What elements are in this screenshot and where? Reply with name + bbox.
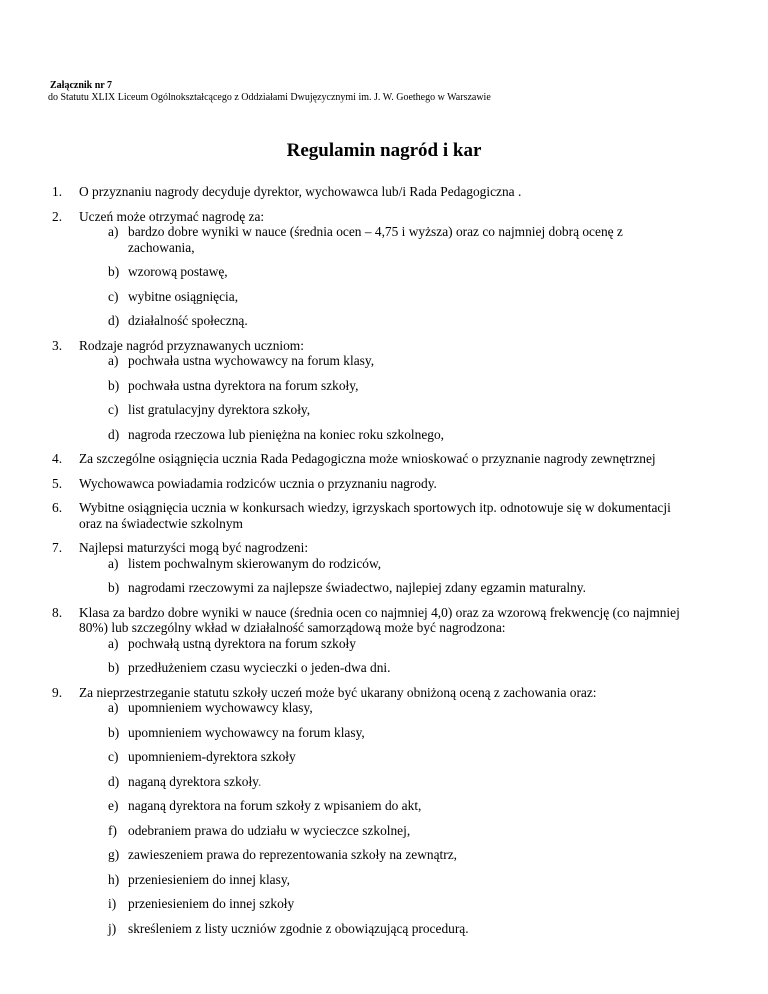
- sub-list-item: [79, 774, 692, 790]
- sub-item-letter: d): [108, 313, 120, 328]
- sub-list-item: [79, 313, 692, 329]
- document-header: [48, 80, 491, 104]
- sub-item-letter: c): [108, 749, 119, 764]
- sub-item-letter: b): [108, 724, 120, 740]
- list-item: [52, 451, 692, 467]
- regulation-list: [52, 184, 692, 945]
- sub-item-text: przedłużeniem czasu wycieczki o jeden-dwa dni.: [128, 660, 391, 675]
- item-text: Wybitne osiągnięcia ucznia w konkursach wiedzy, igrzyskach sportowych itp. odnotowuje się w dokumentacji oraz na świadectwie szkolnym: [79, 500, 671, 531]
- annex-label: Załącznik nr 7: [50, 80, 113, 91]
- sub-list: [79, 636, 692, 676]
- sub-item-text: listem pochwalnym skierowanym do rodziców,: [128, 555, 382, 571]
- sub-item-text: wzorową postawę,: [128, 264, 228, 279]
- sub-list-item: [79, 872, 692, 888]
- sub-item-letter: b): [108, 660, 120, 675]
- sub-item-letter: a): [108, 635, 119, 651]
- sub-list-item: [79, 224, 692, 255]
- sub-list-item: [79, 660, 692, 676]
- sub-list-item: [79, 378, 692, 394]
- sub-list-item: [79, 725, 692, 741]
- item-number: 5.: [52, 475, 63, 491]
- item-text: Uczeń może otrzymać nagrodę za:: [79, 208, 265, 224]
- sub-item-letter: j): [108, 920, 117, 936]
- list-item: [52, 338, 692, 443]
- sub-item-letter: d): [108, 773, 120, 789]
- item-number: 9.: [52, 684, 63, 700]
- sub-list-item: [79, 289, 692, 305]
- list-item: [52, 605, 692, 676]
- sub-item-letter: b): [108, 377, 120, 393]
- sub-item-text: list gratulacyjny dyrektora szkoły,: [128, 402, 311, 417]
- sub-item-text: upomnieniem-dyrektora szkoły: [128, 749, 296, 764]
- statute-reference: do Statutu XLIX Liceum Ogólnokształcącego z Oddziałami Dwujęzycznymi im. J. W. Goethego w Warszawie: [48, 92, 491, 103]
- sub-item-letter: a): [108, 700, 119, 715]
- sub-item-text: nagroda rzeczowa lub pieniężna na koniec roku szkolnego,: [128, 426, 445, 442]
- sub-item-letter: c): [108, 402, 119, 417]
- item-number: 8.: [52, 604, 63, 620]
- list-item: [52, 184, 692, 200]
- sub-list-item: [79, 823, 692, 839]
- sub-item-letter: d): [108, 426, 120, 442]
- sub-item-letter: a): [108, 224, 119, 239]
- sub-list: [79, 353, 692, 442]
- sub-item-text: upomnieniem wychowawcy klasy,: [128, 700, 313, 715]
- item-number: 2.: [52, 208, 63, 224]
- item-text: Najlepsi maturzyści mogą być nagrodzeni:: [79, 540, 309, 555]
- sub-item-letter: e): [108, 798, 119, 813]
- list-item: [52, 685, 692, 937]
- item-text: Wychowawca powiadamia rodziców ucznia o przyznaniu nagrody.: [79, 475, 437, 491]
- item-number: 6.: [52, 500, 63, 515]
- sub-item-text: upomnieniem wychowawcy na forum klasy,: [128, 724, 365, 740]
- document-title: Regulamin nagród i kar: [286, 140, 482, 161]
- sub-item-letter: b): [108, 580, 120, 595]
- list-item: [52, 500, 692, 531]
- sub-item-letter: b): [108, 264, 120, 279]
- item-text: Za nieprzestrzeganie statutu szkoły uczeń może być ukarany obniżoną oceną z zachowania oraz:: [79, 684, 597, 700]
- item-number: 4.: [52, 451, 63, 466]
- sub-item-text: bardzo dobre wyniki w nauce (średnia ocen – 4,75 i wyższa) oraz co najmniej dobrą ocenę z zachowania,: [128, 224, 623, 255]
- list-item: [52, 476, 692, 492]
- sub-item-letter: c): [108, 288, 119, 304]
- list-item: [52, 540, 692, 596]
- sub-item-text: pochwałą ustną dyrektora na forum szkoły: [128, 635, 356, 651]
- sub-list-item: [79, 580, 692, 596]
- sub-item-letter: f): [108, 822, 117, 838]
- sub-item-mark: .: [258, 773, 262, 789]
- sub-list-item: [79, 402, 692, 418]
- sub-list: [79, 556, 692, 596]
- sub-item-letter: g): [108, 847, 120, 862]
- item-number: 1.: [52, 184, 63, 199]
- sub-item-text: wybitne osiągnięcia,: [128, 288, 239, 304]
- sub-list-item: [79, 896, 692, 912]
- sub-list: [79, 700, 692, 936]
- sub-list-item: [79, 921, 692, 937]
- sub-item-text: przeniesieniem do innej klasy,: [128, 871, 291, 887]
- sub-list-item: [79, 700, 692, 716]
- item-number: 3.: [52, 337, 63, 353]
- sub-list-item: [79, 749, 692, 765]
- item-text: Klasa za bardzo dobre wyniki w nauce (średnia ocen co najmniej 4,0) oraz za wzorową frekwencję (co najmniej 80%) lub szczególny wkład w działalność samorządową może być nagrodzona:: [79, 604, 680, 635]
- sub-item-text: zawieszeniem prawa do reprezentowania szkoły na zewnątrz,: [128, 847, 458, 862]
- item-number: 7.: [52, 540, 63, 555]
- item-text: Rodzaje nagród przyznawanych uczniom:: [79, 337, 304, 353]
- sub-list-item: [79, 427, 692, 443]
- sub-list-item: [79, 636, 692, 652]
- sub-item-letter: a): [108, 555, 119, 571]
- sub-item-text: pochwała ustna wychowawcy na forum klasy,: [128, 353, 375, 368]
- item-text: Za szczególne osiągnięcia ucznia Rada Pedagogiczna może wnioskować o przyznanie nagrody zewnętrznej: [79, 451, 656, 466]
- sub-list-item: [79, 264, 692, 280]
- sub-item-text: przeniesieniem do innej szkoły: [128, 896, 295, 911]
- sub-item-text: pochwała ustna dyrektora na forum szkoły,: [128, 377, 359, 393]
- sub-list-item: [79, 353, 692, 369]
- list-item: [52, 209, 692, 329]
- sub-item-letter: a): [108, 353, 119, 368]
- sub-item-text: naganą dyrektora na forum szkoły z wpisaniem do akt,: [128, 798, 422, 813]
- sub-list: [79, 224, 692, 329]
- sub-list-item: [79, 847, 692, 863]
- sub-item-text: działalność społeczną.: [128, 313, 248, 328]
- sub-item-text: naganą dyrektora szkoły: [128, 773, 259, 789]
- sub-item-letter: h): [108, 871, 120, 887]
- sub-item-letter: i): [108, 896, 117, 911]
- item-text: O przyznaniu nagrody decyduje dyrektor, wychowawca lub/i Rada Pedagogiczna .: [79, 184, 522, 199]
- sub-list-item: [79, 798, 692, 814]
- sub-list-item: [79, 556, 692, 572]
- sub-item-text: odebraniem prawa do udziału w wycieczce szkolnej,: [128, 822, 411, 838]
- sub-item-text: nagrodami rzeczowymi za najlepsze świadectwo, najlepiej zdany egzamin maturalny.: [128, 580, 586, 595]
- sub-item-text: skreśleniem z listy uczniów zgodnie z obowiązującą procedurą.: [128, 920, 469, 936]
